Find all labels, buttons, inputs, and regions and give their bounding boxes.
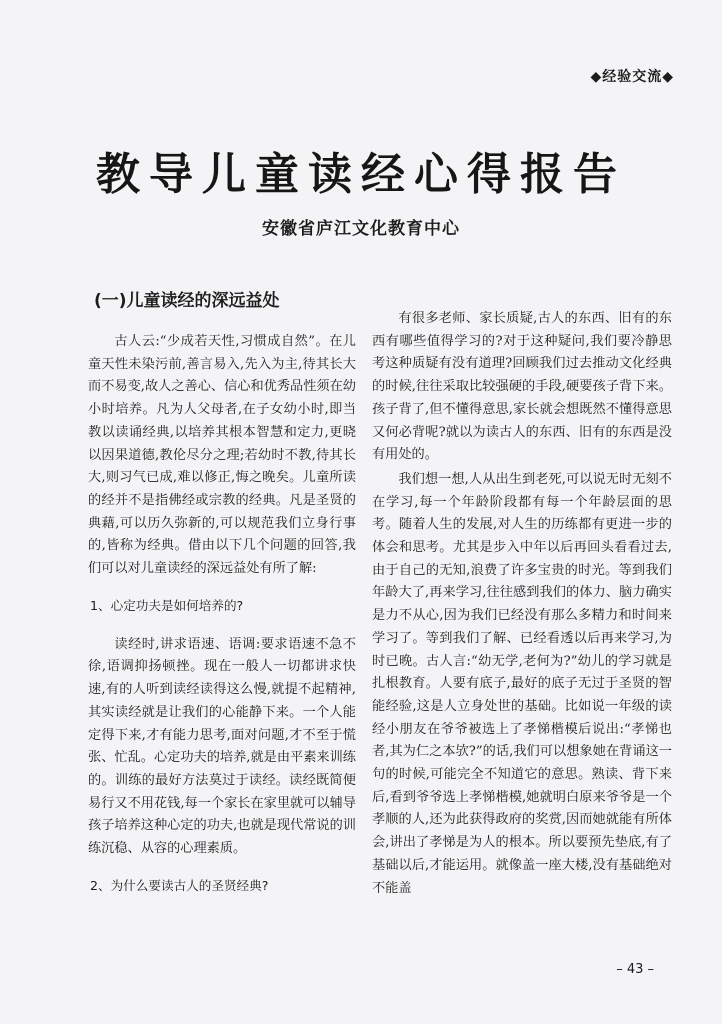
section-heading: (一)儿童读经的深远益处 — [94, 291, 280, 311]
question-heading: 2、为什么要读古人的圣贤经典? — [90, 877, 269, 893]
paragraph: 我们想一想,人从出生到老死,可以说无时无刻不在学习,每一个年龄阶段都有每一个年龄层面的思考。随着人生的发展,对人生的历练都有更进一步的体会和思考。尤其是步入中年以后再回头看看过去,由于自己的无知,浪费了许多宝贵的时光。等到我们年龄大了,再来学习,往往感到我们的体力、脑力确实是力不从心,因为我们已经没有那么多精力和时间来学习了。等到我们了解、已经看透以后再来学习,为时已晚。古人言:“幼无学,老何为?”幼儿的学习就是扎根教育。人要有底子,最好的底子无过于圣贤的智能经验,这是人立身处世的基础。比如说一年级的读经小朋友在爷爷被选上了孝悌楷模后说出:“孝悌也者,其为仁之本欤?”的话,我们可以想象她在背诵这一句的时候,可能完全不知道它的意思。熟读、背下来后,看到爷爷选上孝悌楷模,她就明白原来爷爷是一个孝顺的人,还为此获得政府的奖赏,因而她就能有所体会,讲出了孝悌是为人的根本。所以要预先垫底,有了基础以后,才能运用。就像盖一座大楼,没有基础绝对不能盖 — [372, 471, 672, 896]
paragraph: 有很多老师、家长质疑,古人的东西、旧有的东西有哪些值得学习的?对于这种疑问,我们要冷静思考这种质疑有没有道理?回顾我们过去推动文化经典的时候,往往采取比较强硬的手段,硬要孩子背下来。孩子背了,但不懂得意思,家长就会想既然不懂得意思又何必背呢?就以为读古人的东西、旧有的东西是没有用处的。 — [372, 311, 672, 463]
article-author: 安徽省庐江文化教育中心 — [262, 219, 460, 239]
paragraph: 古人云:“少成若天性,习惯成自然”。在儿童天性未染污前,善言易入,先入为主,待其长大而不易变,故人之善心、信心和优秀品性须在幼小时培养。凡为人父母者,在子女幼小时,即当教以读诵经典,以培养其根本智慧和定力,更晓以因果道德,教伦尽分之理;若幼时不教,待其长大,则习气已成,难以修正,悔之晚矣。儿童所读的经并不是指佛经或宗教的经典。凡是圣贤的典藉,可以历久弥新的,可以规范我们立身行事的,皆称为经典。借由以下几个问题的回答,我们可以对儿童读经的深远益处有所了解: — [88, 334, 356, 577]
paragraph: 读经时,讲求语速、语调:要求语速不急不徐,语调抑扬顿挫。现在一般人一切都讲求快速,有的人听到读经读得这么慢,就提不起精神,其实读经就是让我们的心能静下来。一个人能定得下来,才有能力思考,面对问题,才不至于慌张、忙乱。心定功夫的培养,就是由平素来训练的。训练的最好方法莫过于读经。读经既简便易行又不用花钱,每一个家长在家里就可以辅导孩子培养这种心定的功夫,也就是现代常说的训练沉稳、从容的心理素质。 — [88, 636, 356, 857]
section-tag: ◆经验交流◆ — [590, 69, 674, 85]
right-column — [372, 308, 672, 902]
page-number: – 43 – — [616, 962, 654, 977]
article-title: 教导儿童读经心得报告 — [96, 149, 626, 200]
left-column — [88, 286, 356, 914]
question-heading: 1、心定功夫是如何培养的? — [90, 597, 244, 613]
